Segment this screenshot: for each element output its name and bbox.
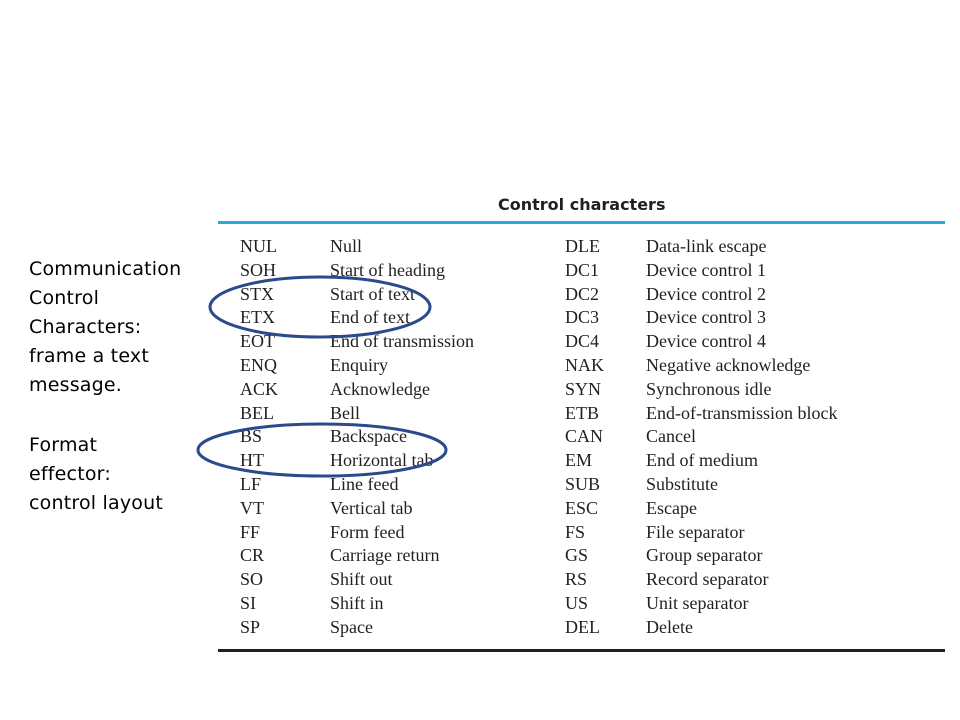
table-row [0,354,960,378]
char-abbrev: BS [240,426,263,447]
char-name: Device control 2 [646,283,766,304]
table-row [0,306,960,330]
top-rule [218,221,945,224]
char-abbrev: SO [240,569,264,590]
char-name: Form feed [330,521,405,542]
table-row [0,378,960,402]
char-abbrev: ACK [240,378,279,399]
char-name: Escape [646,497,697,518]
table-row [0,544,960,568]
char-abbrev: CR [240,545,265,566]
char-name: Enquiry [330,354,388,375]
char-name: End of text [330,307,410,328]
char-abbrev: EOT [240,331,275,352]
char-abbrev: SI [240,592,257,613]
char-name: Horizontal tab [330,450,434,471]
table-row [0,521,960,545]
char-name: Device control 1 [646,259,766,280]
char-abbrev: ETX [240,307,275,328]
char-abbrev: LF [240,473,262,494]
table-row [0,497,960,521]
char-name: Synchronous idle [646,378,772,399]
table-row [0,283,960,307]
table-row [0,473,960,497]
char-name: Delete [646,616,693,637]
char-name: Backspace [330,426,407,447]
char-abbrev: HT [240,450,264,471]
char-name: Carriage return [330,545,440,566]
char-name: Line feed [330,473,399,494]
char-abbrev: DC1 [565,259,600,280]
char-name: Cancel [646,426,696,447]
note-line: message. [29,374,123,396]
char-name: Device control 3 [646,307,766,328]
char-name: Start of text [330,283,415,304]
char-abbrev: SOH [240,259,277,280]
table-row [0,330,960,354]
char-abbrev: ESC [565,497,599,518]
table-row [0,449,960,473]
char-name: Null [330,236,363,256]
char-name: Bell [330,402,360,423]
char-abbrev: GS [565,545,589,566]
char-abbrev: FS [565,521,586,542]
char-abbrev: EM [565,450,592,471]
char-name: Acknowledge [330,378,430,399]
note-line: Format [29,434,98,456]
table-row [0,592,960,616]
char-abbrev: US [565,592,589,613]
note-line: Communication [29,258,182,280]
char-abbrev: SP [240,616,261,637]
table-row [0,402,960,426]
note-line: effector: [29,463,111,485]
note-line: Control [29,287,100,309]
char-name: Space [330,616,373,637]
char-abbrev: BEL [240,402,274,423]
char-abbrev: RS [565,569,588,590]
char-name: Group separator [646,545,763,566]
char-name: Start of heading [330,259,445,280]
char-abbrev: NAK [565,354,604,375]
char-abbrev: DC4 [565,331,600,352]
char-name: End-of-transmission block [646,402,838,423]
note-line: Characters: [29,316,142,338]
char-name: Negative acknowledge [646,354,811,375]
char-abbrev: ETB [565,402,599,423]
bottom-rule [218,649,945,652]
char-name: Substitute [646,473,719,494]
char-name: Record separator [646,569,769,590]
char-abbrev: SYN [565,378,602,399]
char-abbrev: FF [240,521,261,542]
table-row [0,425,960,449]
table-row [0,235,960,259]
note-line: frame a text [29,345,149,367]
char-abbrev: VT [240,497,264,518]
char-abbrev: SUB [565,473,601,494]
char-name: Data-link escape [646,236,767,256]
table-title: Control characters [498,195,666,214]
char-name: Device control 4 [646,331,766,352]
char-name: End of transmission [330,331,474,352]
char-abbrev: DEL [565,616,600,637]
control-characters-table [0,235,960,640]
note-line: control layout [29,492,163,514]
char-abbrev: STX [240,283,275,304]
char-abbrev: DC3 [565,307,600,328]
char-name: Vertical tab [330,497,413,518]
char-abbrev: NUL [240,236,277,256]
table-row [0,259,960,283]
char-abbrev: ENQ [240,354,277,375]
char-name: File separator [646,521,745,542]
char-name: Shift out [330,569,393,590]
char-abbrev: CAN [565,426,604,447]
char-name: Shift in [330,592,384,613]
table-row [0,616,960,640]
table-row [0,568,960,592]
char-name: End of medium [646,450,758,471]
char-abbrev: DLE [565,236,600,256]
char-name: Unit separator [646,592,749,613]
char-abbrev: DC2 [565,283,600,304]
